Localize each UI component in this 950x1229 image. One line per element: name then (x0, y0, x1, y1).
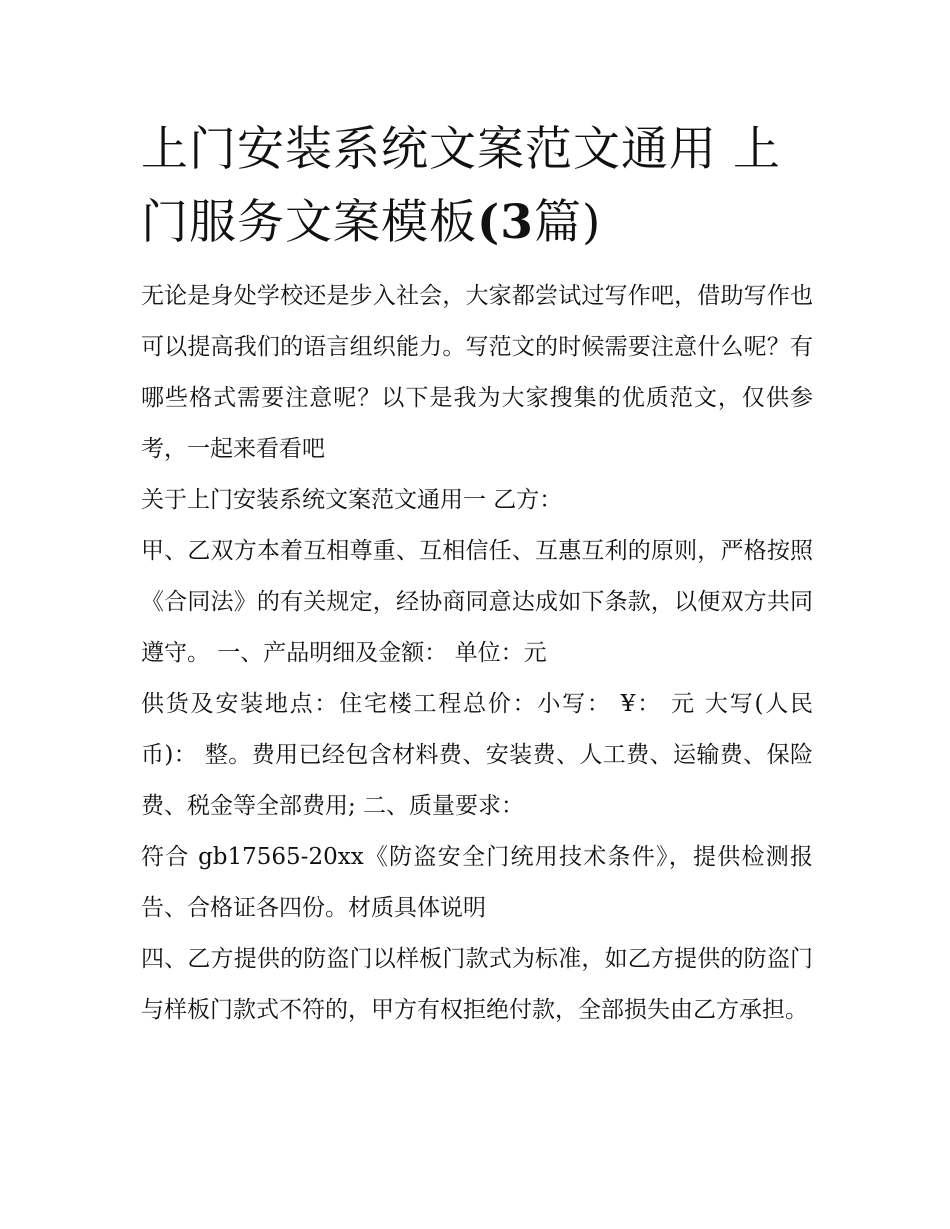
intro-paragraph: 无论是身处学校还是步入社会，大家都尝试过写作吧，借助写作也可以提高我们的语言组织能力。写范文的时候需要注意什么呢？有哪些格式需要注意呢？以下是我为大家搜集的优质范文，仅供参考，一起来看看吧 (141, 283, 813, 462)
title-suffix: 篇) (533, 195, 602, 250)
clause-four-paragraph: 四、乙方提供的防盗门以样板门款式为标准，如乙方提供的防盗门与样板门款式不符的，甲方有权拒绝付款，全部损失由乙方承担。 (141, 946, 813, 1023)
section-heading: 关于上门安装系统文案范文通用一 乙方： (141, 487, 563, 513)
contract-paragraph: 甲、乙双方本着互相尊重、互相信任、互惠互利的原则，严格按照《合同法》的有关规定，经协商同意达成如下条款，以便双方共同遵守。 一、产品明细及金额： 单位：元 (141, 538, 813, 666)
document-title (141, 113, 813, 259)
quality-paragraph: 符合 gb17565-20xx《防盗安全门统用技术条件》，提供检测报告、合格证各四份。材质具体说明 (141, 844, 813, 921)
title-text: 上门安装系统文案范文通用 上门服务文案模板 (141, 122, 781, 250)
price-paragraph: 供货及安装地点：住宅楼工程总价：小写： ¥： 元 大写(人民币)： 整。费用已经包含材料费、安装费、人工费、运输费、保险费、税金等全部费用; 二、质量要求： (141, 691, 813, 819)
document-body (141, 271, 813, 1036)
title-count: (3 (477, 195, 534, 250)
document-page (141, 113, 813, 1036)
